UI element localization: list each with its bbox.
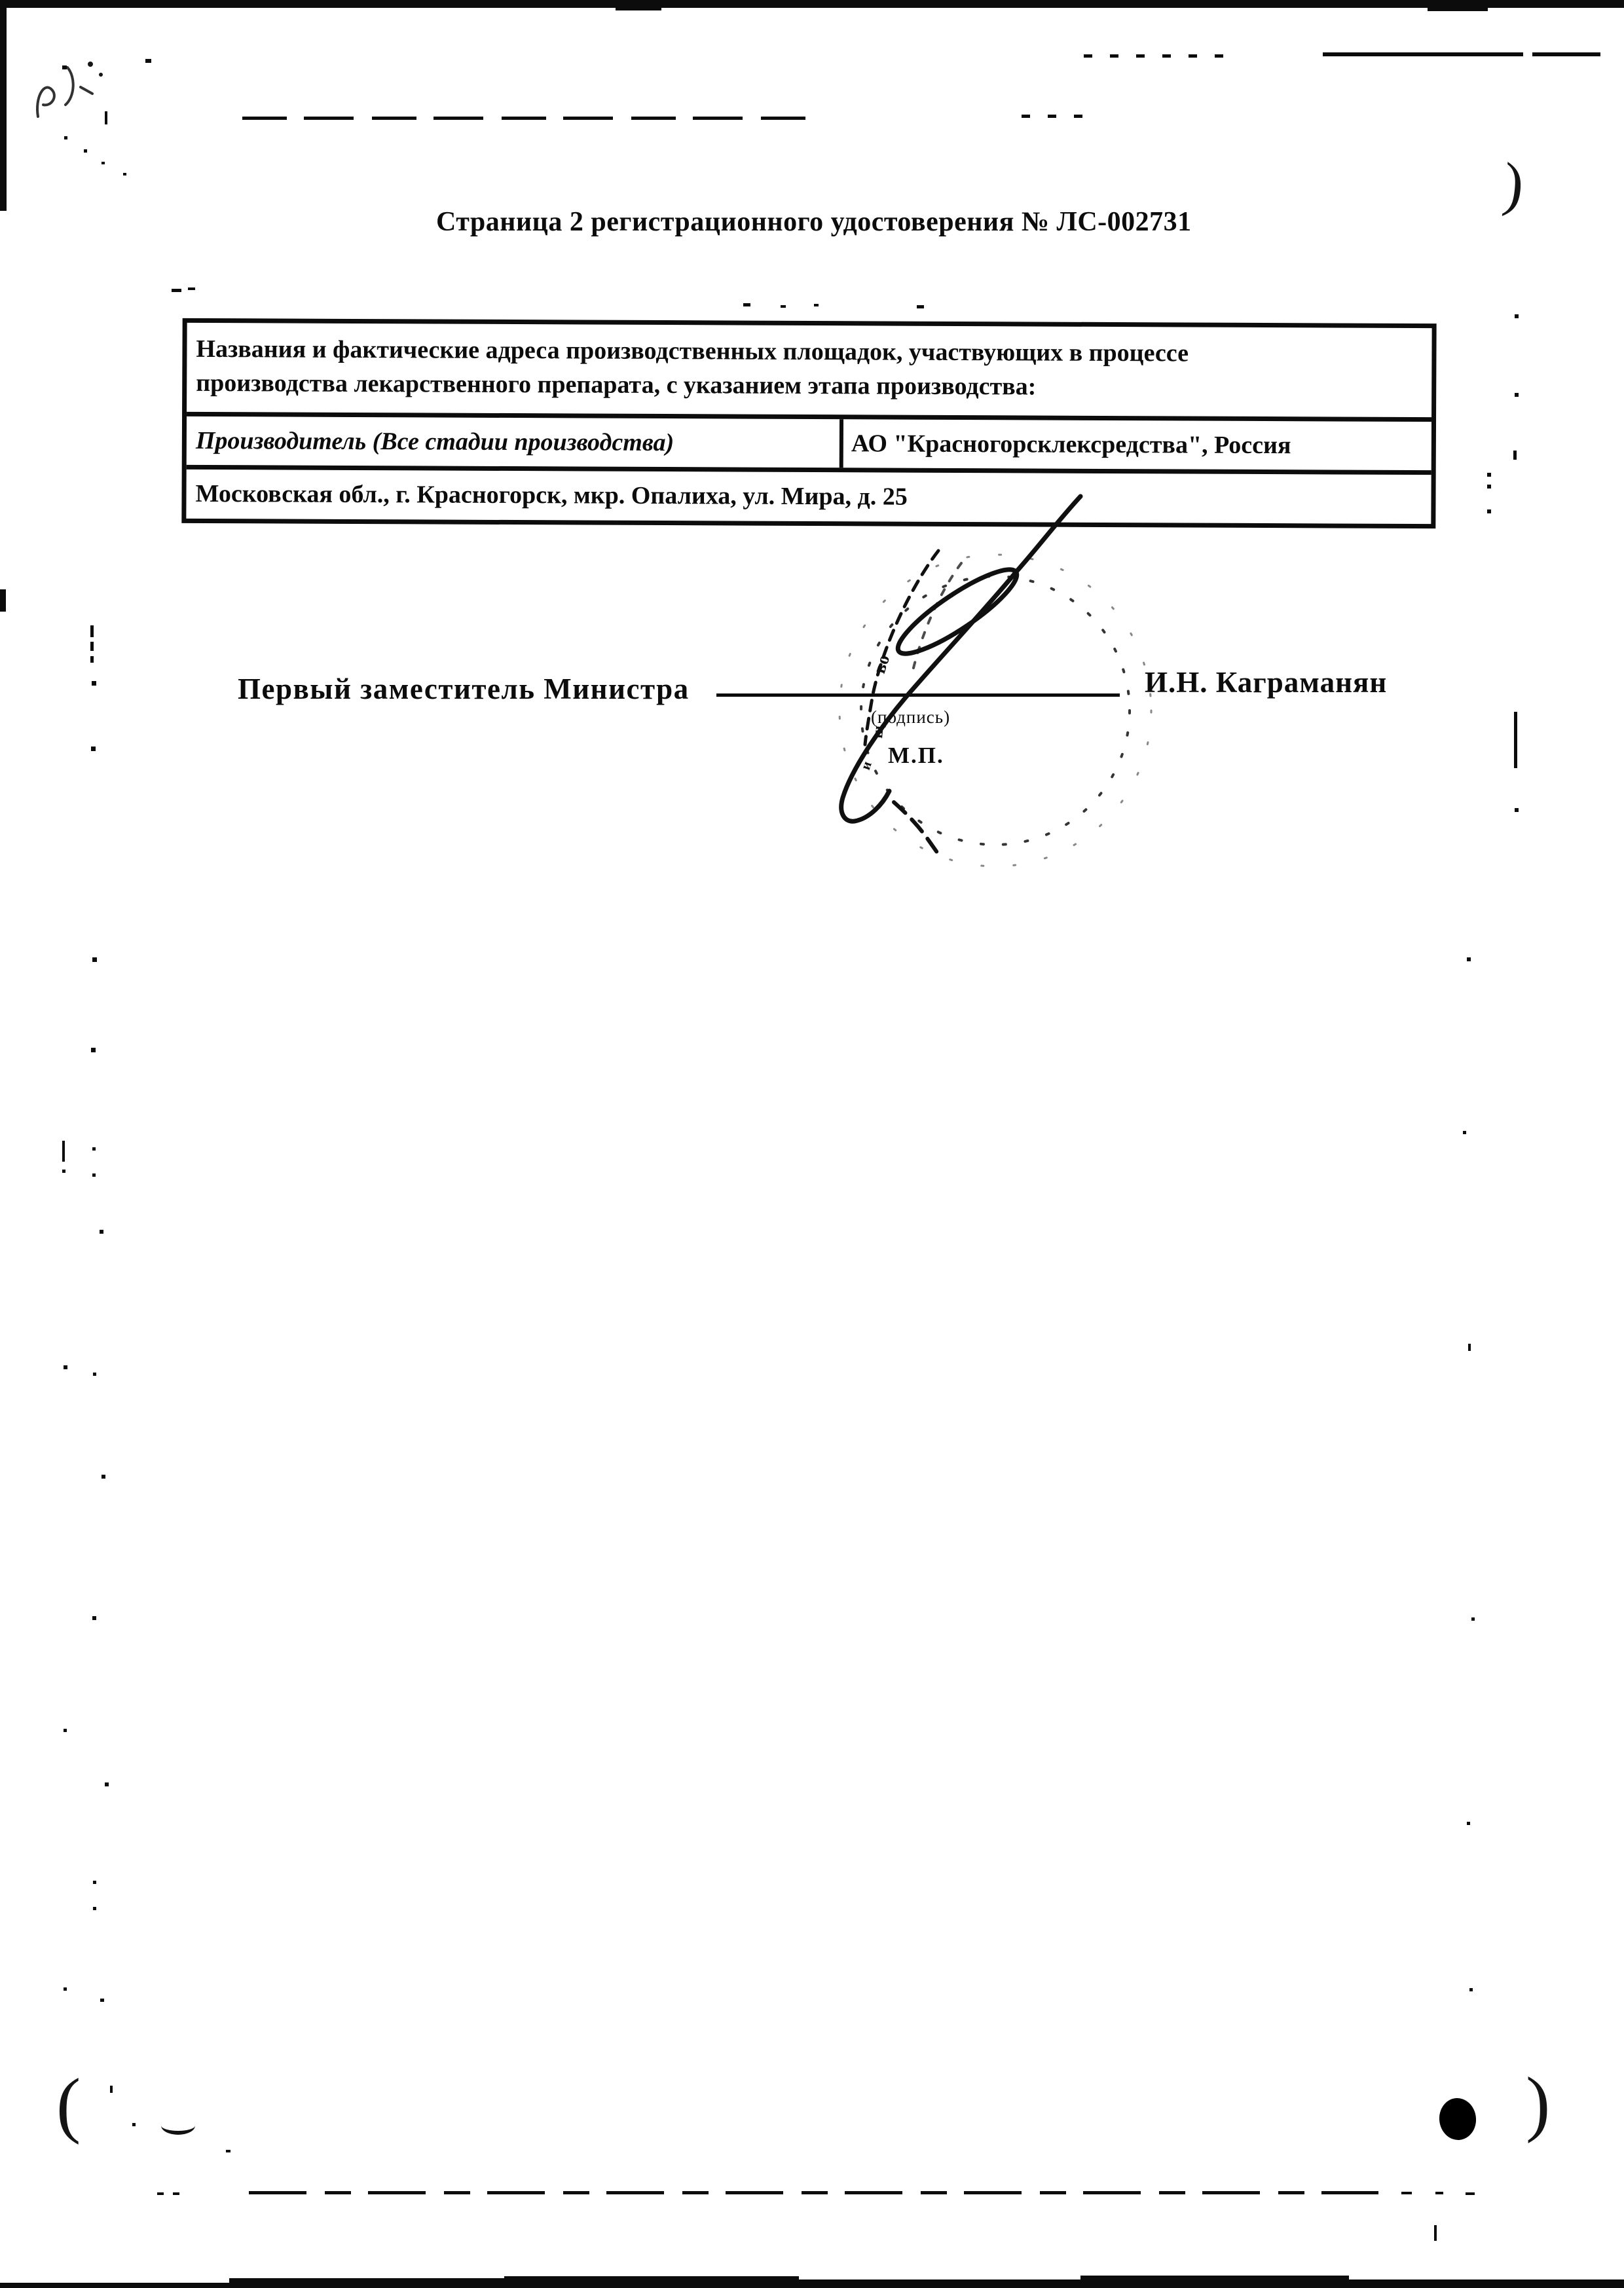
scan-artifact xyxy=(1487,485,1491,489)
scan-artifact xyxy=(1468,1344,1471,1351)
table-address-row: Московская обл., г. Красногорск, мкр. Опалиха, ул. Мира, д. 25 xyxy=(186,465,1431,524)
scan-artifact xyxy=(917,305,924,308)
scan-artifact xyxy=(1487,473,1491,477)
scan-artifact xyxy=(1467,1822,1470,1825)
scan-paren-mark: ) xyxy=(1500,149,1527,219)
scan-artifact xyxy=(132,2123,136,2126)
signature-caption: (подпись) xyxy=(871,707,951,727)
scan-artifact xyxy=(93,1373,96,1376)
scan-artifact xyxy=(616,0,661,10)
scan-artifact xyxy=(91,747,96,751)
scan-artifact xyxy=(1463,1131,1466,1134)
seal-place-mark: М.П. xyxy=(888,743,944,768)
scan-artifact xyxy=(101,1475,105,1479)
table-header-row xyxy=(187,323,1432,417)
scan-artifact xyxy=(226,2150,231,2152)
scan-artifact xyxy=(1515,314,1519,318)
scan-artifact xyxy=(84,149,87,153)
producer-value-cell: АО "Красногорсклексредства", Россия xyxy=(840,419,1431,470)
scan-artifact xyxy=(781,305,786,308)
scan-artifact xyxy=(161,2116,195,2135)
signature-scribble xyxy=(681,483,1192,902)
scan-artifact xyxy=(92,1616,96,1620)
scan-artifact xyxy=(1469,1988,1473,1991)
scan-artifact xyxy=(1471,1617,1475,1621)
scan-artifact xyxy=(145,59,151,63)
table-producer-row xyxy=(187,412,1431,470)
stamp-fragment-letter: во xyxy=(869,652,894,676)
scan-artifact xyxy=(64,1365,67,1369)
scan-artifact xyxy=(1514,712,1517,768)
page-header: Страница 2 регистрационного удостоверения № ЛС-002731 xyxy=(436,207,1192,237)
scan-artifact xyxy=(92,957,97,962)
scan-artifact xyxy=(504,2276,799,2288)
scan-artifact xyxy=(100,1230,103,1234)
scan-artifact xyxy=(799,2279,1080,2288)
scan-artifact xyxy=(93,1907,96,1910)
scan-artifact xyxy=(1513,451,1517,460)
scan-artifact xyxy=(1080,2276,1349,2288)
scan-artifact xyxy=(92,1173,96,1177)
scan-artifact xyxy=(62,1170,65,1173)
stamp-remnant-squiggle xyxy=(18,51,123,136)
scan-artifact xyxy=(100,1999,104,2002)
scan-artifact xyxy=(64,136,67,139)
scan-artifact xyxy=(105,111,107,124)
scan-artifact xyxy=(90,642,94,651)
scan-artifact xyxy=(229,2278,504,2288)
producer-label-cell: Производитель (Все стадии производства) xyxy=(195,426,674,457)
scan-artifact xyxy=(1487,509,1491,513)
scan-artifact xyxy=(64,1729,67,1732)
scan-artifact xyxy=(1022,115,1084,118)
scan-artifact xyxy=(814,304,819,306)
scan-artifact xyxy=(62,1141,65,1162)
scan-artifact xyxy=(1434,2225,1437,2241)
scan-artifact xyxy=(1435,2192,1443,2194)
scan-artifact xyxy=(1428,0,1488,11)
scan-artifact xyxy=(1467,957,1471,961)
scan-artifact xyxy=(1515,808,1519,812)
scan-artifact xyxy=(1323,52,1600,56)
scan-artifact xyxy=(157,2192,183,2195)
scan-artifact xyxy=(1401,2192,1412,2194)
scan-artifact xyxy=(91,1048,96,1052)
scan-artifact xyxy=(188,287,195,290)
signer-position-title: Первый заместитель Министра xyxy=(238,673,690,705)
stamp-fragment-letter: и xyxy=(857,759,875,772)
scan-artifact xyxy=(743,303,750,306)
scan-artifact xyxy=(0,589,6,612)
signer-name: И.Н. Каграманян xyxy=(1145,666,1388,699)
stamp-fragment-letter: щ xyxy=(869,724,887,739)
scan-artifact xyxy=(92,681,96,686)
scan-artifact xyxy=(0,0,7,211)
scan-artifact xyxy=(101,162,105,164)
scan-artifact xyxy=(1466,2192,1475,2195)
punch-hole-dot xyxy=(1437,2096,1478,2142)
scan-paren-mark: ) xyxy=(1526,2063,1551,2144)
scan-artifact xyxy=(249,2191,1378,2194)
scan-artifact xyxy=(90,625,94,637)
scan-artifact xyxy=(1084,54,1238,58)
scan-artifact xyxy=(123,173,126,175)
scan-artifact xyxy=(1349,2279,1624,2288)
scan-artifact xyxy=(0,0,1624,8)
scan-artifact xyxy=(93,1881,96,1884)
scan-artifact xyxy=(62,65,67,69)
scan-artifact xyxy=(110,2086,113,2093)
scan-artifact xyxy=(92,1147,96,1151)
scan-artifact xyxy=(105,1782,109,1786)
scan-artifact xyxy=(90,656,94,663)
scan-artifact xyxy=(242,117,819,120)
scan-paren-mark: ( xyxy=(56,2064,81,2145)
scan-artifact xyxy=(0,2283,229,2288)
scan-artifact xyxy=(172,289,181,292)
scan-artifact xyxy=(1515,393,1519,397)
scan-artifact xyxy=(64,1987,67,1991)
table-header-text: Названия и фактические адреса производственных площадок, участвующих в процессе производства лекарственного препарата, с указанием этапа производства: xyxy=(196,335,1189,401)
